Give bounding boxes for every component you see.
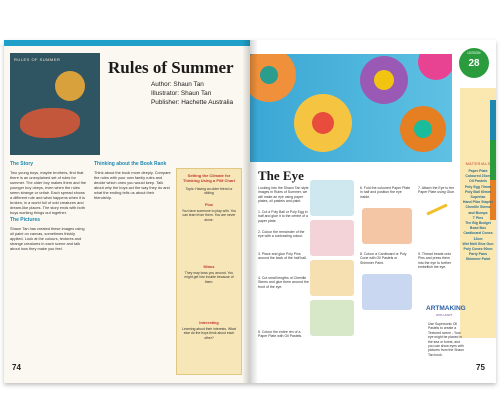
page-title: Rules of Summer [108, 58, 234, 77]
materials-item: Supertac [470, 195, 486, 200]
materials-item: Poly Ball 60mm [465, 189, 491, 194]
step-2: 2. Colour the remainder of the eye with a contrasting colour. [258, 230, 305, 239]
materials-heading: MATERIALS [465, 162, 491, 166]
artwork-iris-1 [260, 66, 278, 84]
side-tab-blue [490, 100, 496, 140]
step-5: 5. Colour the entire rim of a Paper Plate with Oil Pastels. [258, 330, 303, 339]
left-column [10, 162, 88, 254]
middle-column [94, 162, 172, 203]
pictures-text: Shaun Tan has created these images using oil paint on canvas, sometimes thickly applied. Look at the colours, textures and strange creatures in each scene and talk about how they make you feel. [10, 226, 85, 251]
right-page [250, 40, 496, 383]
step-4-photo [310, 300, 354, 336]
materials-list [462, 169, 494, 263]
step-8: 8. Colour a Cardboard or Poly Cone with Oil Pastels or Shimmer Paint. [360, 252, 407, 265]
artwork-iris-3 [374, 70, 394, 90]
step-4: 4. Cut small lengths of Chenille Stems and glue them around the front of the eye. [258, 276, 309, 289]
hero-eye-artwork-image [250, 54, 452, 162]
section-title-eye: The Eye [258, 168, 304, 183]
step-6-photo [362, 208, 412, 244]
sidebar-intro: Topic: Having an older friend or sibling [185, 187, 233, 196]
materials-item: Oil Pastels [469, 179, 487, 184]
supersonic-tip-text: Use Supersonic Oil Pastels to create a Textured scene - Your eye might be placed in the sea or forest, and you can show eyes with pictures from the Shaun Tan book. [428, 322, 464, 357]
cover-sun-shape [55, 71, 85, 101]
materials-item: Shimmer Paint [465, 257, 491, 262]
cover-creature-shape [20, 108, 80, 138]
materials-item: Chenille Stems and Bumps [465, 205, 491, 215]
sidebar-minus-text: They may boss you around. You might get into trouble because of them. [184, 271, 234, 284]
intro-text: Looking into the Shaun Tan style images in Rules of Summer, we will make an eye using paper plates, oil pastels and paint. [258, 186, 309, 204]
author-line: Author: Shaun Tan [151, 81, 204, 88]
cover-title: RULES OF SUMMER [14, 57, 61, 62]
step-9: 9. Thread beads onto Pins and press them into the eye to further embellish the eye. [418, 252, 452, 270]
book-cover-image [10, 53, 100, 155]
materials-item: T Pins [472, 215, 484, 220]
materials-item: Wet Melt Glue Gun [462, 241, 494, 246]
spine-gutter [242, 40, 258, 383]
step-3: 3. Place and glue Poly Pins around the back of the half ball. [258, 252, 307, 261]
story-heading: The Story [10, 161, 34, 167]
page-number-right: 75 [476, 363, 485, 372]
lesson-badge [459, 48, 489, 78]
thinking-heading: Thinking about the Book Rank [94, 161, 167, 167]
illustrator-line: Illustrator: Shaun Tan [151, 90, 212, 97]
pmi-sidebar [176, 168, 242, 375]
story-text: Two young boys, maybe brothers, find that there is an unexplained set of rules for summer. The older boy makes them and the younger boy obeys, even when the rules seem strange or unfair. Each spread shows a different rule and what happens when it is broken, in a world full of odd creatures and dream-like places. The story ends with both boys working things out together. [10, 170, 87, 215]
step-6: 6. Fold the coloured Paper Plate in half and position the eye inside. [360, 186, 411, 199]
artwork-eye-5 [418, 54, 452, 80]
sidebar-minus-heading: Minus [203, 265, 215, 269]
sidebar-interesting-heading: Interesting [199, 321, 219, 325]
left-top-band [4, 40, 250, 46]
lesson-badge-number: 28 [468, 58, 480, 69]
step-7: 7. Attach the Eye to the Paper Plate using Glue. [418, 186, 455, 195]
step-2-photo [310, 220, 354, 256]
materials-item: The Big Budget Bead Box [465, 221, 491, 231]
left-page [4, 40, 250, 383]
sidebar-interesting-text: Learning about their interests. What else do the boys think about each other? [182, 327, 236, 340]
page-number-left: 74 [12, 363, 21, 372]
magazine-spread [4, 40, 496, 383]
step-8-photo [362, 274, 412, 310]
sidebar-title: Setting the Climate for Thinking Using a P/M Chart [182, 173, 235, 183]
lesson-badge-label: LESSON [467, 51, 481, 55]
artwork-iris-2 [312, 112, 334, 134]
artmaking-logo: ARTMAKING [426, 305, 466, 312]
pictures-heading: The Pictures [10, 217, 41, 223]
step-3-photo [310, 260, 354, 296]
step-1-photo [310, 180, 354, 216]
materials-item: Poly Egg 70mm [464, 184, 492, 189]
sidebar-plus-heading: Plus [204, 203, 214, 207]
materials-item: Party Pans [468, 252, 488, 257]
materials-item: Paper Plate Coloured 23cm [465, 169, 491, 179]
materials-item: Poly Cones 90cm [463, 247, 493, 252]
thinking-text: Think about the book more deeply. Compare the rules with your own family rules and decide which ones you would keep. Talk about why the boys act the way they do and what the ending tells us about their friendship. [94, 170, 171, 200]
sidebar-plus-text: You have someone to play with. You can learn from them. You are never alone. [181, 209, 237, 222]
materials-item: Cardboard Cones 12cm [463, 231, 493, 241]
step-1: 1. Cut a Poly Ball or Poly Egg in half and glue it to the centre of a paper plate. [258, 210, 309, 223]
publisher-line: Publisher: Hachette Australia [151, 99, 234, 106]
artwork-iris-4 [414, 120, 432, 138]
pencil-image [426, 203, 447, 215]
materials-item: Hand Pliar Stapler [462, 200, 494, 205]
artmaking-logo-sub: WITH ZART [436, 313, 453, 317]
